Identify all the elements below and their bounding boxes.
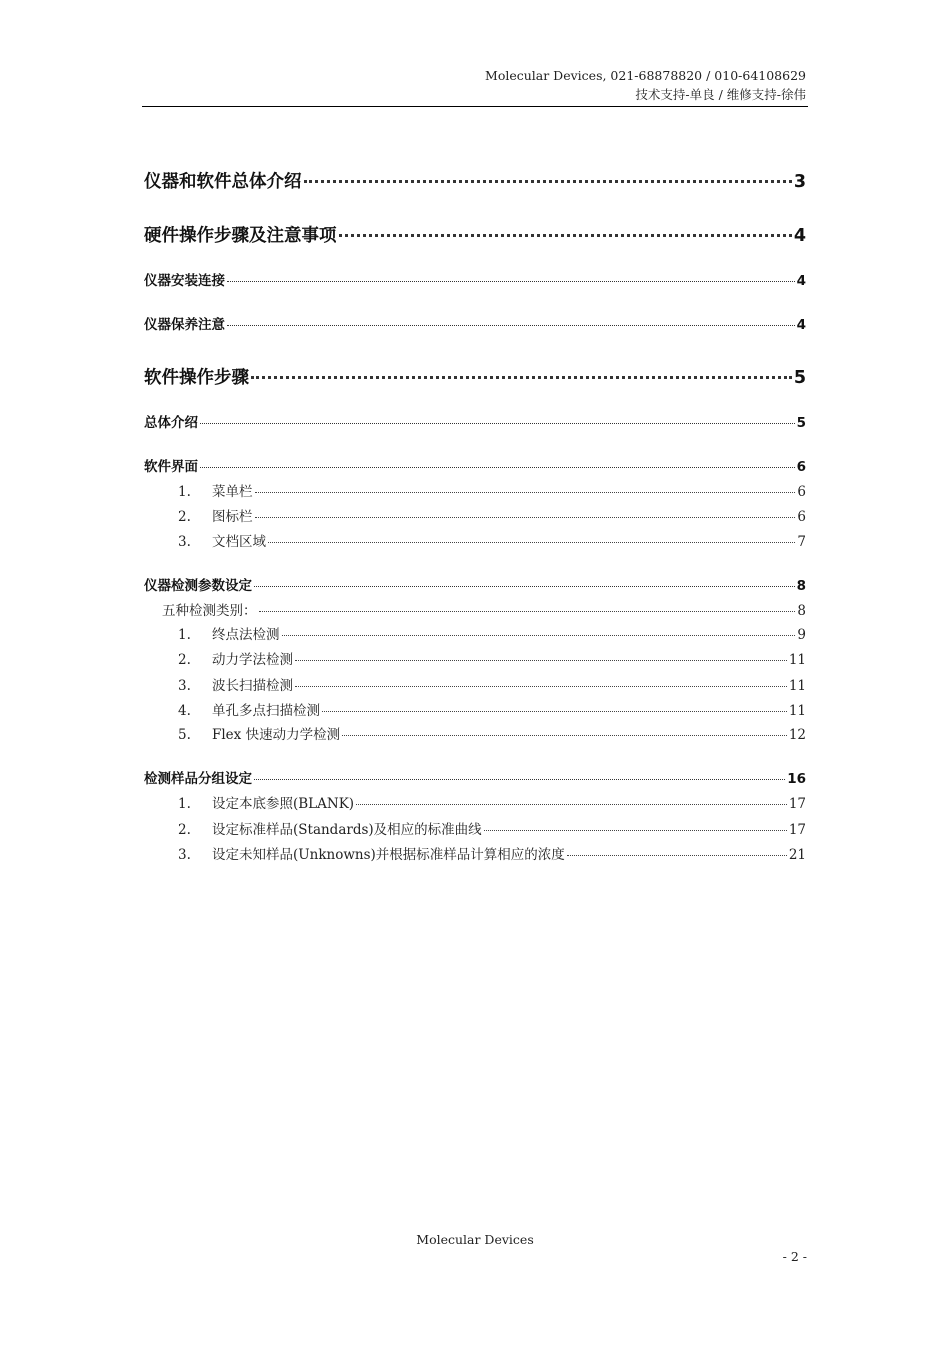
toc-entry-number: 1. — [178, 796, 191, 812]
toc-entry-page: 11 — [788, 703, 806, 719]
toc-entry-number: 2. — [178, 652, 191, 668]
toc-entry-page: 6 — [797, 484, 806, 500]
toc-dot-leader — [255, 517, 796, 518]
toc-entry-title: 设定未知样品(Unknowns)并根据标准样品计算相应的浓度 — [212, 847, 565, 863]
toc-entry-title: 终点法检测 — [212, 627, 280, 643]
toc-entry-page: 5 — [793, 368, 806, 388]
toc-entry-title: 软件操作步骤 — [144, 368, 249, 388]
toc-entry-page: 3 — [793, 172, 806, 192]
toc-dot-leader — [339, 234, 792, 237]
toc-entry-page: 6 — [797, 509, 806, 525]
toc-entry-title: 检测样品分组设定 — [144, 771, 252, 787]
toc-entry[interactable] — [144, 723, 806, 743]
toc-entry[interactable] — [144, 313, 806, 333]
footer-company: Molecular Devices — [416, 1232, 534, 1247]
toc-dot-leader — [567, 855, 787, 856]
toc-entry-number: 2. — [178, 509, 191, 525]
toc-entry-number: 2. — [178, 822, 191, 838]
toc-entry-title: 总体介绍 — [144, 415, 198, 431]
toc-entry-number: 3. — [178, 847, 191, 863]
toc-entry-page: 16 — [787, 771, 806, 787]
toc-dot-leader — [254, 779, 785, 780]
toc-entry-title: 菜单栏 — [212, 484, 253, 500]
toc-entry-title: 波长扫描检测 — [212, 678, 293, 694]
header-contact-line: Molecular Devices, 021-68878820 / 010-64108629 — [485, 68, 806, 83]
toc-entry[interactable] — [144, 505, 806, 525]
toc-dot-leader — [254, 586, 795, 587]
toc-entry-title: 仪器安装连接 — [144, 273, 225, 289]
toc-entry-number: 4. — [178, 703, 191, 719]
toc-entry-title: 硬件操作步骤及注意事项 — [144, 226, 337, 246]
toc-entry-title: 单孔多点扫描检测 — [212, 703, 320, 719]
toc-entry-title: 文档区域 — [212, 534, 266, 550]
toc-entry-page: 5 — [796, 415, 806, 431]
toc-entry-title: 仪器检测参数设定 — [144, 578, 252, 594]
toc-entry-page: 8 — [797, 603, 806, 619]
toc-entry[interactable] — [144, 623, 806, 643]
toc-entry[interactable] — [144, 843, 806, 863]
toc-entry[interactable] — [144, 411, 806, 431]
toc-entry[interactable] — [144, 792, 806, 812]
toc-entry[interactable] — [144, 269, 806, 289]
toc-entry[interactable] — [144, 364, 806, 389]
toc-dot-leader — [200, 423, 795, 424]
toc-entry[interactable] — [144, 455, 806, 475]
toc-entry-title: 仪器保养注意 — [144, 317, 225, 333]
toc-entry-title: 图标栏 — [212, 509, 253, 525]
toc-entry-title: 设定标准样品(Standards)及相应的标准曲线 — [212, 822, 482, 838]
toc-entry-page: 4 — [796, 317, 806, 333]
toc-dot-leader — [251, 376, 792, 379]
page-number: - 2 - — [782, 1249, 807, 1264]
toc-dot-leader — [255, 492, 796, 493]
toc-entry[interactable] — [144, 530, 806, 550]
toc-dot-leader — [322, 711, 787, 712]
toc-entry-number: 5. — [178, 727, 191, 743]
toc-entry-page: 21 — [788, 847, 806, 863]
toc-entry-page: 8 — [796, 578, 806, 594]
toc-entry-number: 1. — [178, 627, 191, 643]
toc-entry-page: 4 — [793, 226, 806, 246]
toc-entry-number: 3. — [178, 678, 191, 694]
toc-entry-page: 17 — [788, 796, 806, 812]
toc-dot-leader — [484, 830, 787, 831]
toc-entry-title: 软件界面 — [144, 459, 198, 475]
toc-dot-leader — [259, 611, 796, 612]
toc-dot-leader — [227, 325, 795, 326]
toc-entry-page: 17 — [788, 822, 806, 838]
toc-entry-page: 4 — [796, 273, 806, 289]
table-of-contents — [144, 0, 806, 1345]
toc-entry-page: 9 — [797, 627, 806, 643]
toc-dot-leader — [227, 281, 795, 282]
toc-dot-leader — [282, 635, 796, 636]
toc-entry-title: 动力学法检测 — [212, 652, 293, 668]
toc-entry-page: 11 — [788, 678, 806, 694]
toc-entry[interactable] — [144, 699, 806, 719]
toc-entry-title: 仪器和软件总体介绍 — [144, 172, 302, 192]
toc-entry[interactable] — [144, 574, 806, 594]
toc-entry[interactable] — [144, 222, 806, 247]
toc-entry-title: 五种检测类别： — [162, 603, 257, 619]
toc-entry-title: Flex 快速动力学检测 — [212, 727, 341, 743]
toc-entry-page: 12 — [788, 727, 806, 743]
toc-entry-page: 6 — [796, 459, 806, 475]
toc-dot-leader — [295, 660, 787, 661]
toc-dot-leader — [295, 686, 787, 687]
toc-entry-number: 1. — [178, 484, 191, 500]
toc-dot-leader — [356, 804, 787, 805]
toc-entry[interactable] — [144, 168, 806, 193]
toc-entry[interactable] — [144, 648, 806, 668]
toc-entry-page: 11 — [788, 652, 806, 668]
toc-entry-title: 设定本底参照(BLANK) — [212, 796, 355, 812]
toc-entry[interactable] — [144, 599, 806, 619]
toc-dot-leader — [200, 467, 795, 468]
header-support-line: 技术支持-单良 / 维修支持-徐伟 — [635, 87, 806, 102]
toc-entry-number: 3. — [178, 534, 191, 550]
toc-dot-leader — [268, 542, 795, 543]
toc-entry[interactable] — [144, 767, 806, 787]
toc-entry-page: 7 — [797, 534, 806, 550]
toc-dot-leader — [342, 735, 787, 736]
toc-entry[interactable] — [144, 674, 806, 694]
toc-dot-leader — [304, 180, 792, 183]
toc-entry[interactable] — [144, 480, 806, 500]
toc-entry[interactable] — [144, 818, 806, 838]
